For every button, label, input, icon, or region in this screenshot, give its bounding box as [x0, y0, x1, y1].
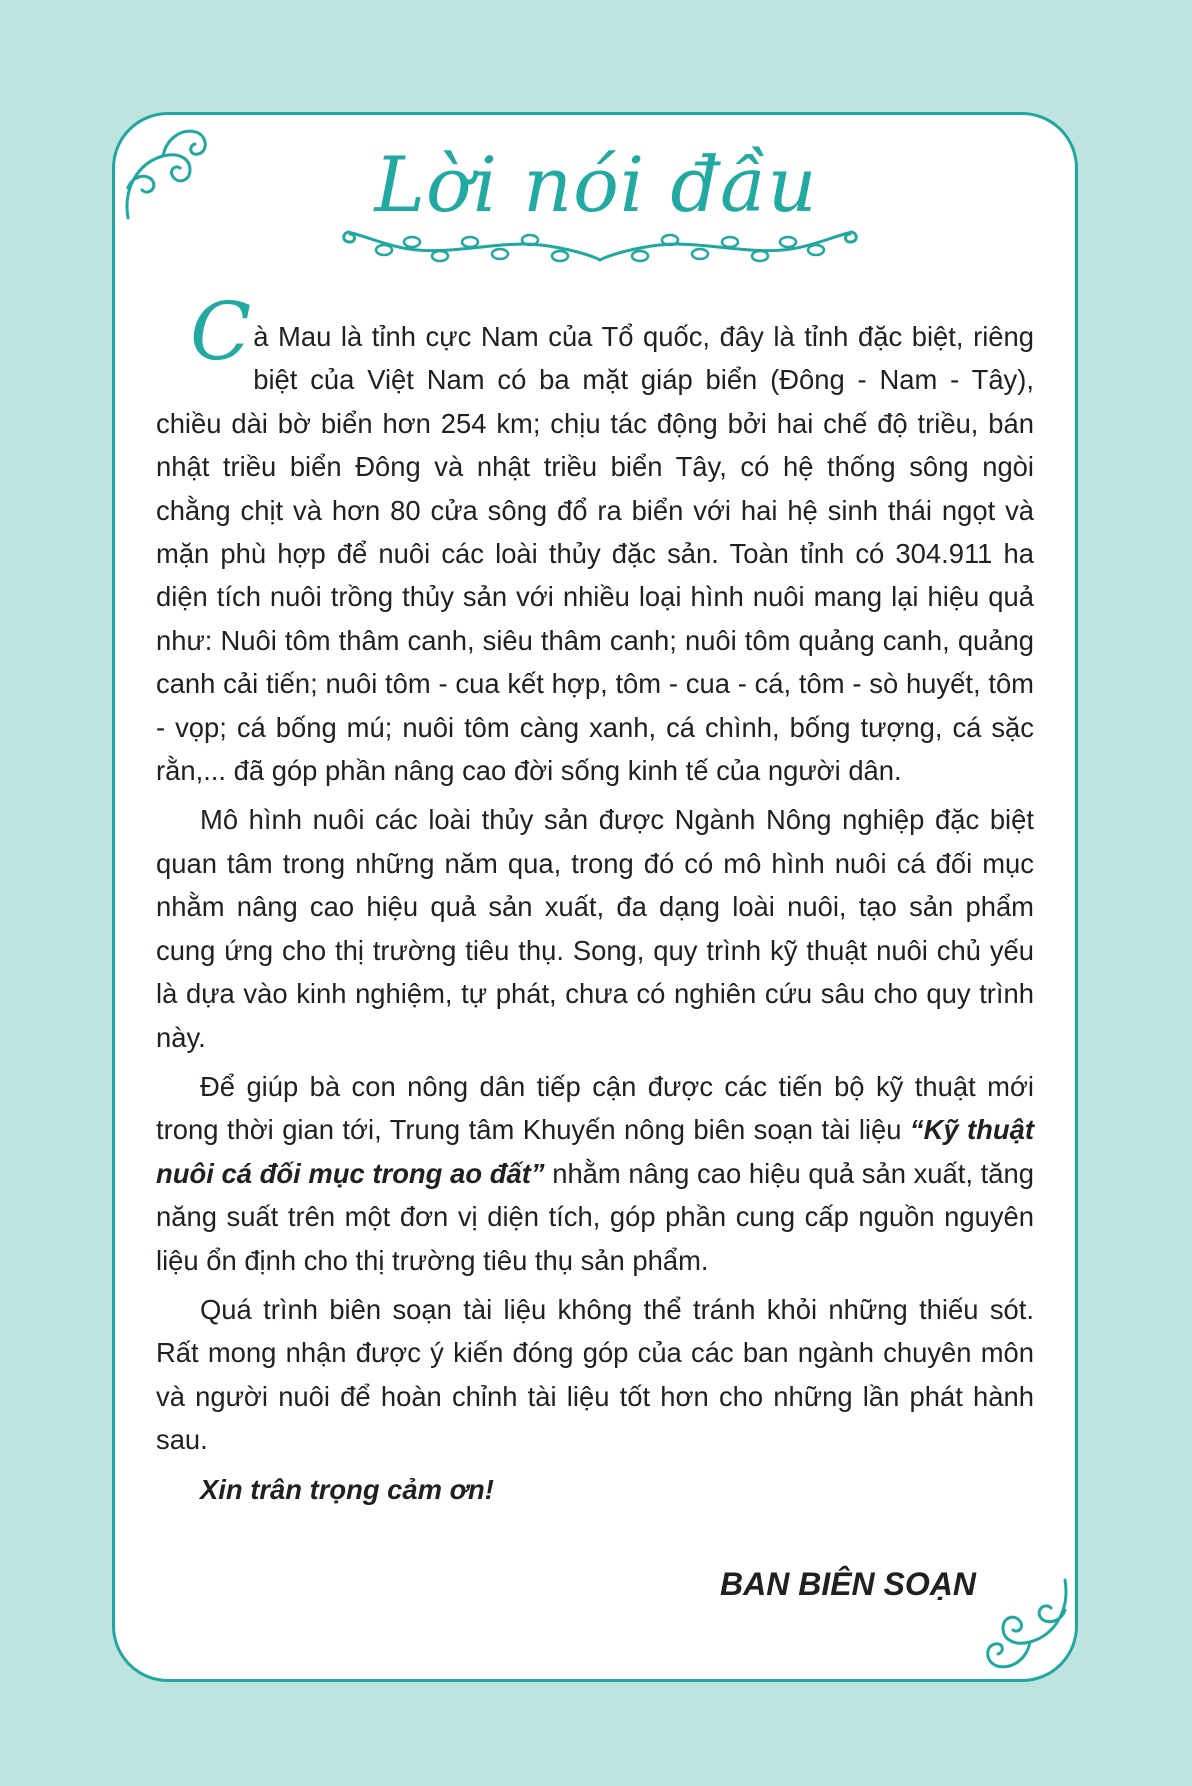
- signature: BAN BIÊN SOẠN: [719, 1566, 976, 1602]
- paragraph-purpose-start: Để giúp bà con nông dân tiếp cận được các tiến bộ kỹ thuật mới trong thời gian tới, Trung tâm Khuyến nông biên soạn tài liệu: [156, 1070, 1034, 1146]
- book-title: “Kỹ thuật nuôi cá đối mục trong ao đất”: [156, 1114, 1034, 1189]
- thanks-line: Xin trân trọng cảm ơn!: [200, 1473, 494, 1505]
- page-title: Lời nói đầu: [374, 140, 818, 229]
- vine-divider-icon: [340, 220, 860, 274]
- paragraph-feedback: Quá trình biên soạn tài liệu không thể tránh khỏi những thiếu sót. Rất mong nhận được ý kiến đóng góp của các ban ngành chuyên môn và người nuôi để hoàn chỉnh tài liệu tốt hơn cho những lần phát hành sau.: [156, 1293, 1034, 1456]
- paragraph-model: Mô hình nuôi các loài thủy sản được Ngành Nông nghiệp đặc biệt quan tâm trong những năm qua, trong đó có mô hình nuôi cá đối mục nhằm nâng cao hiệu quả sản xuất, đa dạng loài nuôi, tạo sản phẩm cung ứng cho thị trường tiêu thụ. Song, quy trình kỹ thuật nuôi chủ yếu là dựa vào kinh nghiệm, tự phát, chưa có nghiên cứu sâu cho quy trình này.: [156, 804, 1034, 1053]
- drop-cap: C: [190, 285, 252, 378]
- preface-body: [156, 285, 1034, 1517]
- paragraph-purpose-end: nhằm nâng cao hiệu quả sản xuất, tăng năng suất trên một đơn vị diện tích, góp phần cung cấp nguồn nguyên liệu ổn định cho thị trường tiêu thụ sản phẩm.: [156, 1157, 1034, 1276]
- swirl-ornament-bottom-right-icon: [970, 1570, 1075, 1680]
- paragraph-purpose: [156, 1065, 1034, 1282]
- paragraph-intro-text: à Mau là tỉnh cực Nam của Tổ quốc, đây là tỉnh đặc biệt, riêng biệt của Việt Nam có ba mặt giáp biển (Đông - Nam - Tây), chiều dài bờ biển hơn 254 km; chịu tác động bởi hai chế độ triều, bán nhật triều biển Đông và nhật triều biển Tây, có hệ thống sông ngòi chằng chịt và hơn 80 cửa sông đổ ra biển với hai hệ sinh thái ngọt và mặn phù hợp để nuôi các loài thủy đặc sản. Toàn tỉnh có 304.911 ha diện tích nuôi trồng thủy sản với nhiều loại hình nuôi mang lại hiệu quả như: Nuôi tôm thâm canh, siêu thâm canh; nuôi tôm quảng canh, quảng canh cải tiến; nuôi tôm - cua kết hợp, tôm - cua - cá, tôm - sò huyết, tôm - vọp; cá bống mú; nuôi tôm càng xanh, cá chình, bống tượng, cá sặc rằn,... đã góp phần nâng cao đời sống kinh tế của người dân.: [156, 321, 1034, 787]
- paragraph-intro: [156, 285, 1034, 792]
